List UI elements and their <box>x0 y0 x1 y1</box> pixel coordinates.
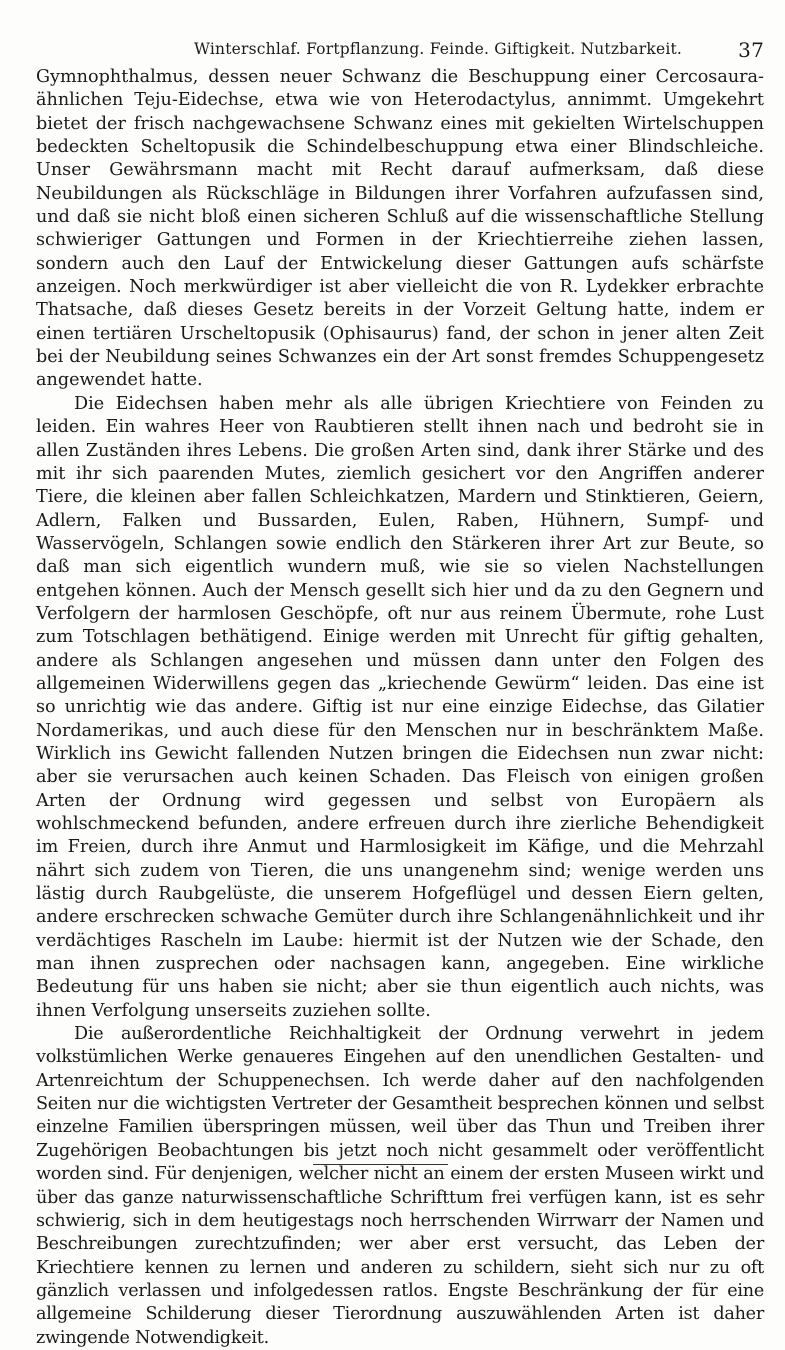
end-rule <box>313 1164 448 1165</box>
page-header <box>36 38 764 64</box>
page-number: 37 <box>738 38 764 62</box>
body-text <box>36 66 764 1350</box>
paragraph-1: Gymnophthalmus, dessen neuer Schwanz die Beschuppung einer Cercosaura-ähnlichen Teju-Eidechse, etwa wie von Heterodactylus, annimmt. Umgekehrt bietet der frisch nachgewachsene Schwanz eines mit gekielten Wirtelschuppen bedeckten Scheltopusik die Schindelbeschuppung etwa einer Blindschleiche. Unser Gewährsmann macht mit Recht darauf aufmerksam, daß diese Neubildungen als Rückschläge in Bildungen ihrer Vorfahren aufzufassen sind, und daß sie nicht bloß einen sicheren Schluß auf die wissenschaftliche Stellung schwieriger Gattungen und Formen in der Kriechtierreihe ziehen lassen, sondern auch den Lauf der Entwickelung dieser Gattungen aufs schärfste anzeigen. Noch merkwürdiger ist aber vielleicht die von R. Lydekker erbrachte Thatsache, daß dieses Gesetz bereits in der Vorzeit Geltung hatte, indem er einen tertiären Urscheltopusik (Ophisaurus) fand, der schon in jener alten Zeit bei der Neubildung seines Schwanzes ein der Art sonst fremdes Schuppengesetz angewendet hatte. <box>36 67 764 391</box>
paragraph-3: Die außerordentliche Reichhaltigkeit der Ordnung verwehrt in jedem volkstümlichen Werke genaueres Eingehen auf den unendlichen Gestalten- und Artenreichtum der Schuppenechsen. Ich werde daher auf den nachfolgenden Seiten nur die wichtigsten Vertreter der Gesamtheit besprechen können und selbst einzelne Familien überspringen müssen, weil über das Thun und Treiben ihrer Zugehörigen Beobachtungen bis jetzt noch nicht gesammelt oder veröffentlicht worden sind. Für denjenigen, welcher nicht an einem der ersten Museen wirkt und über das ganze naturwissenschaftliche Schrifttum frei verfügen kann, ist es sehr schwierig, sich in dem heutigestags noch herrschenden Wirrwarr der Namen und Beschreibungen zurechtzufinden; wer aber erst versucht, das Leben der Kriechtiere kennen zu lernen und anderen zu schildern, sieht sich nur zu oft gänzlich verlassen und infolgedessen ratlos. Engste Beschränkung der für eine allgemeine Schilderung dieser Tierordnung auszuwählenden Arten ist daher zwingende Notwendigkeit. <box>36 1024 764 1348</box>
running-title: Winterschlaf. Fortpflanzung. Feinde. Giftigkeit. Nutzbarkeit. <box>194 40 683 58</box>
paragraph-2: Die Eidechsen haben mehr als alle übrigen Kriechtiere von Feinden zu leiden. Ein wahres Heer von Raubtieren stellt ihnen nach und bedroht sie in allen Zuständen ihres Lebens. Die großen Arten sind, dank ihrer Stärke und des mit ihr sich paarenden Mutes, ziemlich gesichert vor den Angriffen anderer Tiere, die kleinen aber fallen Schleichkatzen, Mardern und Stinktieren, Geiern, Adlern, Falken und Bussarden, Eulen, Raben, Hühnern, Sumpf- und Wasservögeln, Schlangen sowie endlich den Stärkeren ihrer Art zur Beute, so daß man sich eigentlich wundern muß, wie sie so vielen Nachstellungen entgehen können. Auch der Mensch gesellt sich hier und da zu den Gegnern und Verfolgern der harmlosen Geschöpfe, oft nur aus reinem Übermute, rohe Lust zum Totschlagen bethätigend. Einige werden mit Unrecht für giftig gehalten, andere als Schlangen angesehen und müssen dann unter den Folgen des allgemeinen Widerwillens gegen das „kriechende Gewürm“ leiden. Das eine ist so unrichtig wie das andere. Giftig ist nur eine einzige Eidechse, das Gilatier Nordamerikas, und auch diese für den Menschen nur in beschränktem Maße. Wirklich ins Gewicht fallenden Nutzen bringen die Eidechsen nun zwar nicht: aber sie verursachen auch keinen Schaden. Das Fleisch von einigen großen Arten der Ordnung wird gegessen und selbst von Europäern als wohlschmeckend befunden, andere erfreuen durch ihre zierliche Behendigkeit im Freien, durch ihre Anmut und Harmlosigkeit im Käfige, und die Mehrzahl nährt sich zudem von Tieren, die uns unangenehm sind; wenige werden uns lästig durch Raubgelüste, die unserem Hofgeflügel und dessen Eiern gelten, andere erschrecken schwache Gemüter durch ihre Schlangenähnlichkeit und ihr verdächtiges Rascheln im Laube: hiermit ist der Nutzen wie der Schade, den man ihnen zusprechen oder nachsagen kann, angegeben. Eine wirkliche Bedeutung für uns haben sie nicht; aber sie thun eigentlich auch nichts, was ihnen Verfolgung unserseits zuziehen sollte. <box>36 393 764 1021</box>
